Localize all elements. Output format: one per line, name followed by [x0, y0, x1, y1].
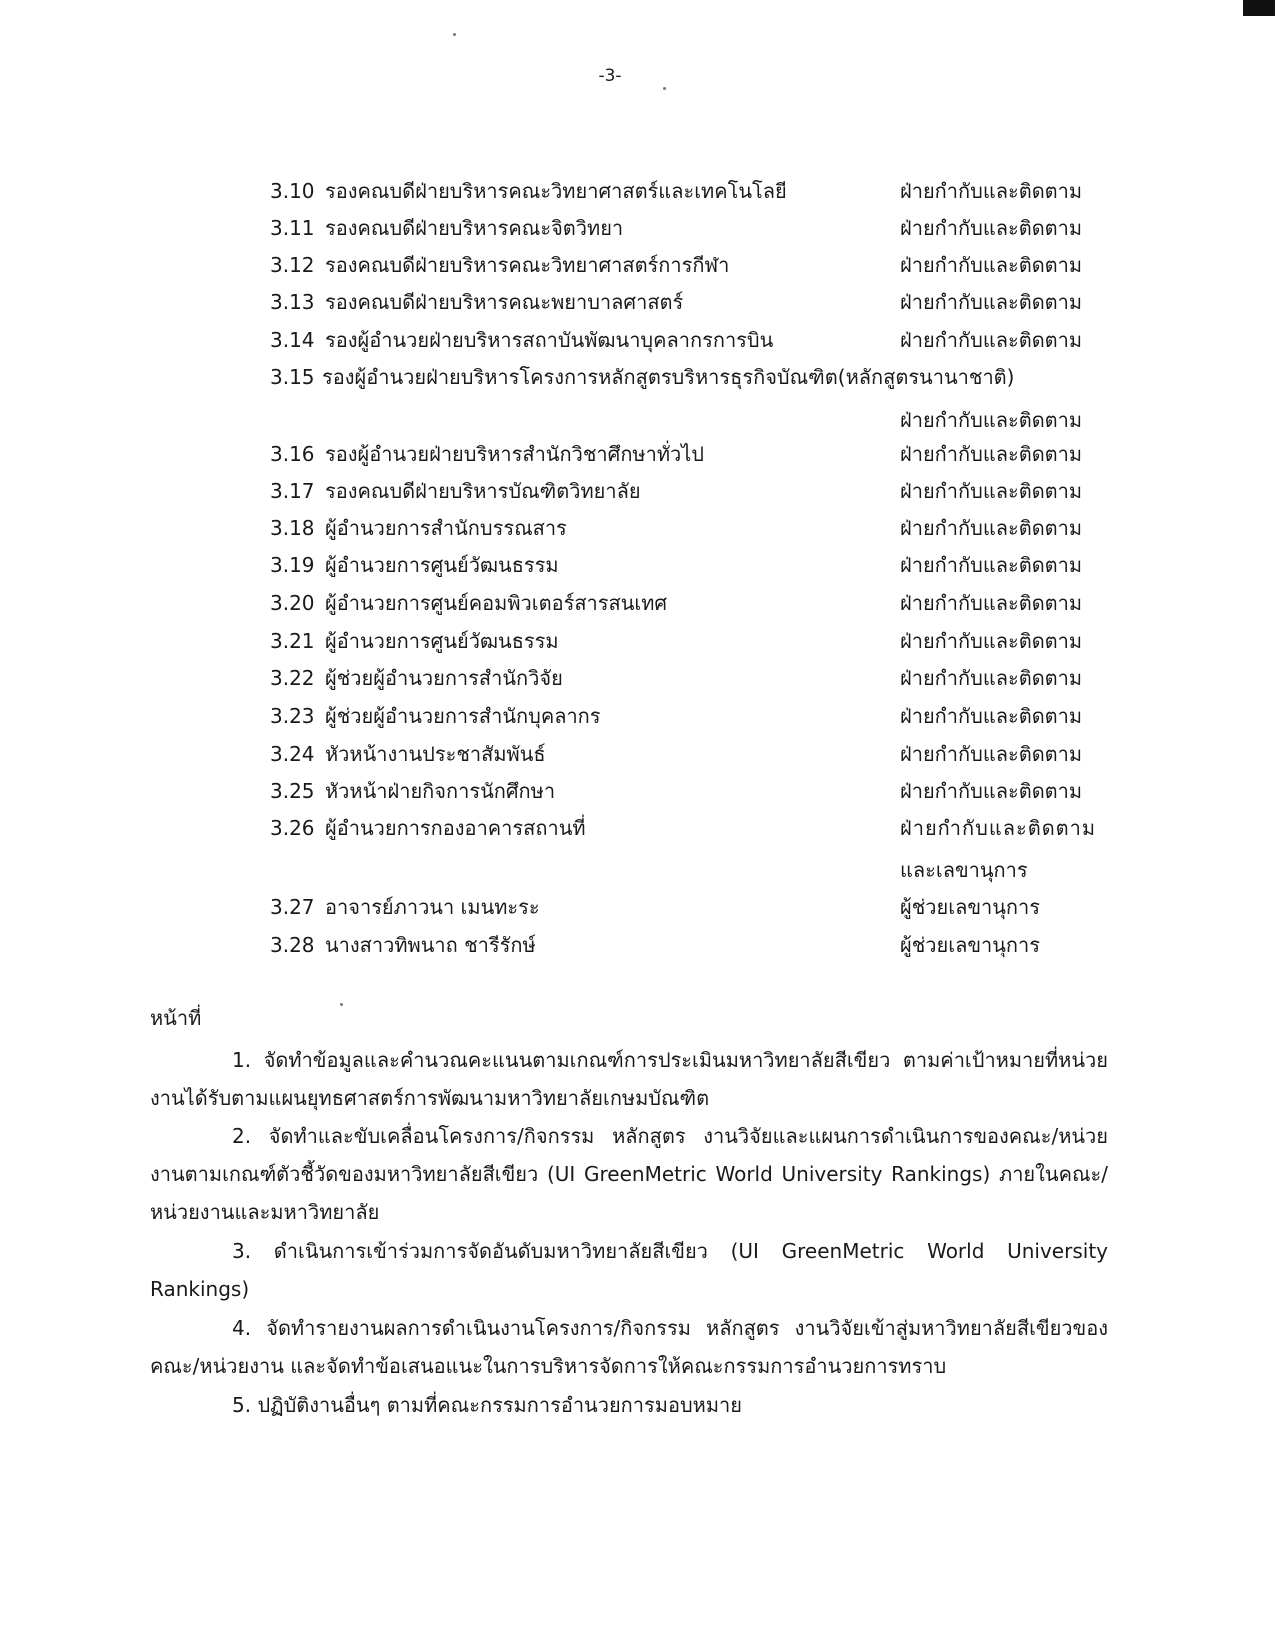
member-number: 3.27	[270, 895, 315, 919]
duty-paragraph: 3. ดำเนินการเข้าร่วมการจัดอันดับมหาวิทยาลัยสีเขียว (UI GreenMetric World University Rankings)	[150, 1239, 1108, 1301]
member-row	[0, 325, 1275, 355]
member-row-continuation	[0, 855, 1275, 885]
member-name: นางสาวทิพนาถ ชารีรักษ์	[325, 933, 536, 957]
scan-speck	[663, 87, 666, 90]
member-row	[0, 739, 1275, 769]
member-name: รองผู้อำนวยฝ่ายบริหารสำนักวิชาศึกษาทั่วไป	[325, 442, 705, 466]
member-number: 3.18	[270, 516, 315, 540]
member-role: ฝ่ายกำกับและติดตาม	[900, 629, 1083, 653]
scan-edge-mark	[1243, 0, 1275, 16]
member-role: ฝ่ายกำกับและติดตาม	[900, 779, 1083, 803]
member-name: ผู้อำนวยการสำนักบรรณสาร	[325, 516, 567, 540]
member-role: ฝ่ายกำกับและติดตาม	[900, 591, 1083, 615]
member-row	[0, 287, 1275, 317]
member-number: 3.28	[270, 933, 315, 957]
member-number: 3.19	[270, 553, 315, 577]
member-name: หัวหน้างานประชาสัมพันธ์	[325, 742, 546, 766]
member-role: ผู้ช่วยเลขานุการ	[900, 895, 1040, 919]
member-row	[0, 813, 1275, 843]
member-name: ผู้ช่วยผู้อำนวยการสำนักวิจัย	[325, 666, 563, 690]
member-name: ผู้อำนวยการกองอาคารสถานที่	[325, 816, 586, 840]
member-role: ฝ่ายกำกับและติดตาม	[900, 328, 1083, 352]
member-number: 3.17	[270, 479, 315, 503]
member-row-continuation	[0, 405, 1275, 435]
member-role: ฝ่ายกำกับและติดตาม	[900, 816, 1097, 840]
member-number: 3.13	[270, 290, 315, 314]
member-name: รองคณบดีฝ่ายบริหารคณะวิทยาศาสตร์การกีฬา	[325, 253, 730, 277]
duty-paragraph: 4. จัดทำรายงานผลการดำเนินงานโครงการ/กิจกรรม หลักสูตร งานวิจัยเข้าสู่มหาวิทยาลัยสีเขียวของคณะ/หน่วยงาน และจัดทำข้อเสนอแนะในการบริหารจัดการให้คณะกรรมการอำนวยการทราบ	[150, 1316, 1108, 1378]
member-row	[0, 892, 1275, 922]
member-name: ผู้ช่วยผู้อำนวยการสำนักบุคลากร	[325, 704, 601, 728]
member-name: รองผู้อำนวยฝ่ายบริหารสถาบันพัฒนาบุคลากรการบิน	[325, 328, 774, 352]
member-row	[0, 476, 1275, 506]
duty-paragraph: 5. ปฏิบัติงานอื่นๆ ตามที่คณะกรรมการอำนวยการมอบหมาย	[232, 1393, 742, 1417]
scan-speck	[340, 1003, 343, 1006]
member-number: 3.25	[270, 779, 315, 803]
member-role: ฝ่ายกำกับและติดตาม	[900, 442, 1083, 466]
member-row	[0, 663, 1275, 693]
member-name: ผู้อำนวยการศูนย์วัฒนธรรม	[325, 553, 559, 577]
member-role: ฝ่ายกำกับและติดตาม	[900, 742, 1083, 766]
member-role: ผู้ช่วยเลขานุการ	[900, 933, 1040, 957]
member-role: ฝ่ายกำกับและติดตาม	[900, 479, 1083, 503]
member-number: 3.12	[270, 253, 315, 277]
member-number: 3.24	[270, 742, 315, 766]
member-number: 3.10	[270, 179, 315, 203]
member-role: ฝ่ายกำกับและติดตาม	[900, 253, 1083, 277]
page-number: -3-	[598, 66, 622, 86]
member-row	[0, 701, 1275, 731]
duty-paragraph: 2. จัดทำและขับเคลื่อนโครงการ/กิจกรรม หลักสูตร งานวิจัยและแผนการดำเนินการของคณะ/หน่วยงานตามเกณฑ์ตัวชี้วัดของมหาวิทยาลัยสีเขียว (UI GreenMetric World University Rankings) ภายในคณะ/หน่วยงานและมหาวิทยาลัย	[150, 1124, 1108, 1224]
member-name: อาจารย์ภาวนา เมนทะระ	[325, 895, 540, 919]
member-name: รองคณบดีฝ่ายบริหารบัณฑิตวิทยาลัย	[325, 479, 641, 503]
member-row	[0, 176, 1275, 206]
member-role-secondary: และเลขานุการ	[900, 858, 1028, 882]
member-row	[0, 250, 1275, 280]
member-name: รองคณบดีฝ่ายบริหารคณะพยาบาลศาสตร์	[325, 290, 684, 314]
member-number: 3.14	[270, 328, 315, 352]
member-role: ฝ่ายกำกับและติดตาม	[900, 408, 1083, 432]
member-name: รองคณบดีฝ่ายบริหารคณะวิทยาศาสตร์และเทคโนโลยี	[325, 179, 787, 203]
member-name: ผู้อำนวยการศูนย์คอมพิวเตอร์สารสนเทศ	[325, 591, 668, 615]
member-number: 3.22	[270, 666, 315, 690]
member-row	[0, 588, 1275, 618]
member-role: ฝ่ายกำกับและติดตาม	[900, 290, 1083, 314]
member-row	[0, 626, 1275, 656]
member-row	[0, 213, 1275, 243]
scan-speck	[453, 33, 456, 36]
member-row	[0, 930, 1275, 960]
member-number: 3.16	[270, 442, 315, 466]
member-role: ฝ่ายกำกับและติดตาม	[900, 553, 1083, 577]
member-number: 3.23	[270, 704, 315, 728]
duties-heading: หน้าที่	[150, 1006, 202, 1030]
member-row	[0, 776, 1275, 806]
member-number: 3.11	[270, 216, 315, 240]
member-role: ฝ่ายกำกับและติดตาม	[900, 704, 1083, 728]
member-number: 3.15	[270, 365, 315, 389]
duty-paragraph: 1. จัดทำข้อมูลและคำนวณคะแนนตามเกณฑ์การประเมินมหาวิทยาลัยสีเขียว ตามค่าเป้าหมายที่หน่วยงานได้รับตามแผนยุทธศาสตร์การพัฒนามหาวิทยาลัยเกษมบัณฑิต	[150, 1048, 1108, 1110]
member-name: หัวหน้าฝ่ายกิจการนักศึกษา	[325, 779, 556, 803]
member-row	[0, 439, 1275, 469]
member-number: 3.26	[270, 816, 315, 840]
member-number: 3.21	[270, 629, 315, 653]
member-number: 3.20	[270, 591, 315, 615]
member-role: ฝ่ายกำกับและติดตาม	[900, 179, 1083, 203]
member-role: ฝ่ายกำกับและติดตาม	[900, 216, 1083, 240]
member-role: ฝ่ายกำกับและติดตาม	[900, 516, 1083, 540]
member-row	[0, 550, 1275, 580]
member-row	[0, 362, 1275, 392]
member-row	[0, 513, 1275, 543]
member-name: รองผู้อำนวยฝ่ายบริหารโครงการหลักสูตรบริหารธุรกิจบัณฑิต(หลักสูตรนานาชาติ)	[322, 365, 1015, 389]
member-role: ฝ่ายกำกับและติดตาม	[900, 666, 1083, 690]
member-name: ผู้อำนวยการศูนย์วัฒนธรรม	[325, 629, 559, 653]
member-name: รองคณบดีฝ่ายบริหารคณะจิตวิทยา	[325, 216, 624, 240]
